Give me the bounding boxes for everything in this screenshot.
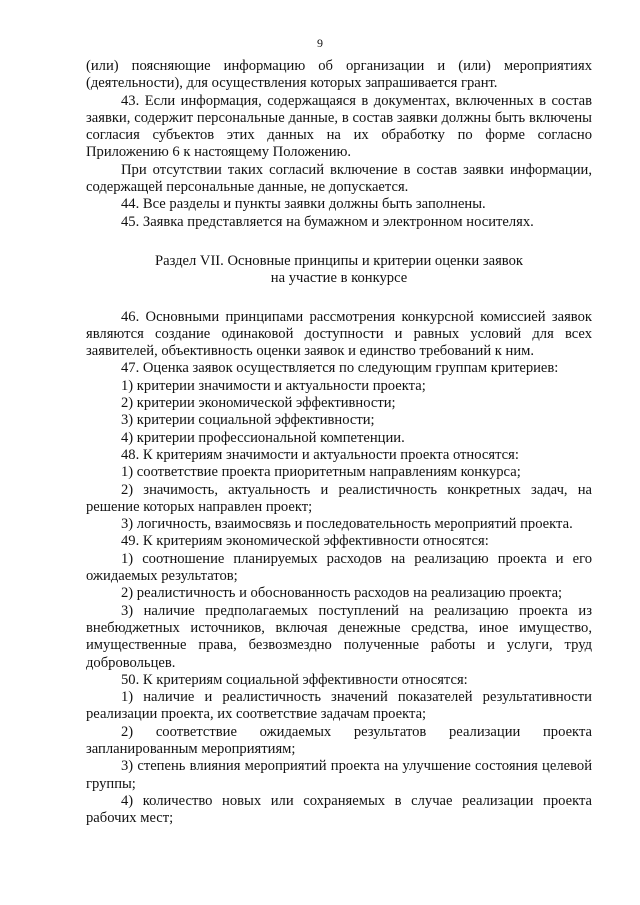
section-title-line-1: Раздел VII. Основные принципы и критерии оценки заявок: [154, 252, 523, 269]
paragraph-48: 48. К критериям значимости и актуальности проекта относятся:: [121, 446, 519, 463]
list-item: 2) критерии экономической эффективности;: [121, 395, 396, 412]
list-item: 1) критерии значимости и актуальности проекта;: [121, 377, 426, 394]
list-item: 4) критерии профессиональной компетенции.: [121, 429, 405, 446]
paragraph-continuation: (или) поясняющие информацию об организации и (или) мероприятиях (деятельности), для осуществления которых запрашивается грант.: [86, 58, 592, 92]
paragraph-50: 50. К критериям социальной эффективности относятся:: [121, 671, 468, 688]
list-item: 4) количество новых или сохраняемых в случае реализации проекта рабочих мест;: [86, 792, 592, 827]
paragraph-43-consent: При отсутствии таких согласий включение в состав заявки информации, содержащей персональные данные, не допускается.: [86, 161, 592, 196]
paragraph-43: 43. Если информация, содержащаяся в документах, включенных в состав заявки, содержит персональные данные, в состав заявки должны быть включены согласия субъектов этих данных на их обработку по форме согласно Приложению 6 к настоящему Положению.: [86, 92, 592, 161]
paragraph-45: 45. Заявка представляется на бумажном и электронном носителях.: [121, 213, 534, 230]
list-item: 2) значимость, актуальность и реалистичность конкретных задач, на решение которых направлен проект;: [86, 481, 592, 515]
paragraph-44: 44. Все разделы и пункты заявки должны быть заполнены.: [121, 196, 486, 213]
list-item: 2) соответствие ожидаемых результатов реализации проекта запланированным мероприятиям;: [86, 723, 592, 757]
list-item: 2) реалистичность и обоснованность расходов на реализацию проекта;: [121, 585, 563, 602]
list-item: 3) степень влияния мероприятий проекта на улучшение состояния целевой группы;: [86, 758, 592, 792]
list-item: 3) наличие предполагаемых поступлений на реализацию проекта из внебюджетных источников, включая денежные средства, иное имущество, имущественные права, безвозмездно полученные работы и услуги, труд добровольцев.: [86, 602, 592, 671]
page-content: [86, 58, 592, 827]
list-item: 3) критерии социальной эффективности;: [121, 412, 375, 429]
list-item: 1) соответствие проекта приоритетным направлениям конкурса;: [121, 464, 521, 481]
paragraph-46: 46. Основными принципами рассмотрения конкурсной комиссией заявок являются создание одинаковой доступности и равных условий для всех заявителей, объективность оценки заявок и единство требований к ним.: [86, 308, 592, 360]
section-title-line-2: на участие в конкурсе: [270, 270, 408, 287]
page-number: 9: [317, 36, 323, 50]
section-title: [86, 253, 592, 288]
list-item: 1) наличие и реалистичность значений показателей результативности реализации проекта, их соответствие задачам проекта;: [86, 689, 592, 723]
list-item: 3) логичность, взаимосвязь и последовательность мероприятий проекта.: [121, 516, 573, 533]
paragraph-47: 47. Оценка заявок осуществляется по следующим группам критериев:: [121, 360, 559, 377]
paragraph-49: 49. К критериям экономической эффективности относятся:: [121, 533, 489, 550]
list-item: 1) соотношение планируемых расходов на реализацию проекта и его ожидаемых результатов;: [86, 550, 592, 585]
